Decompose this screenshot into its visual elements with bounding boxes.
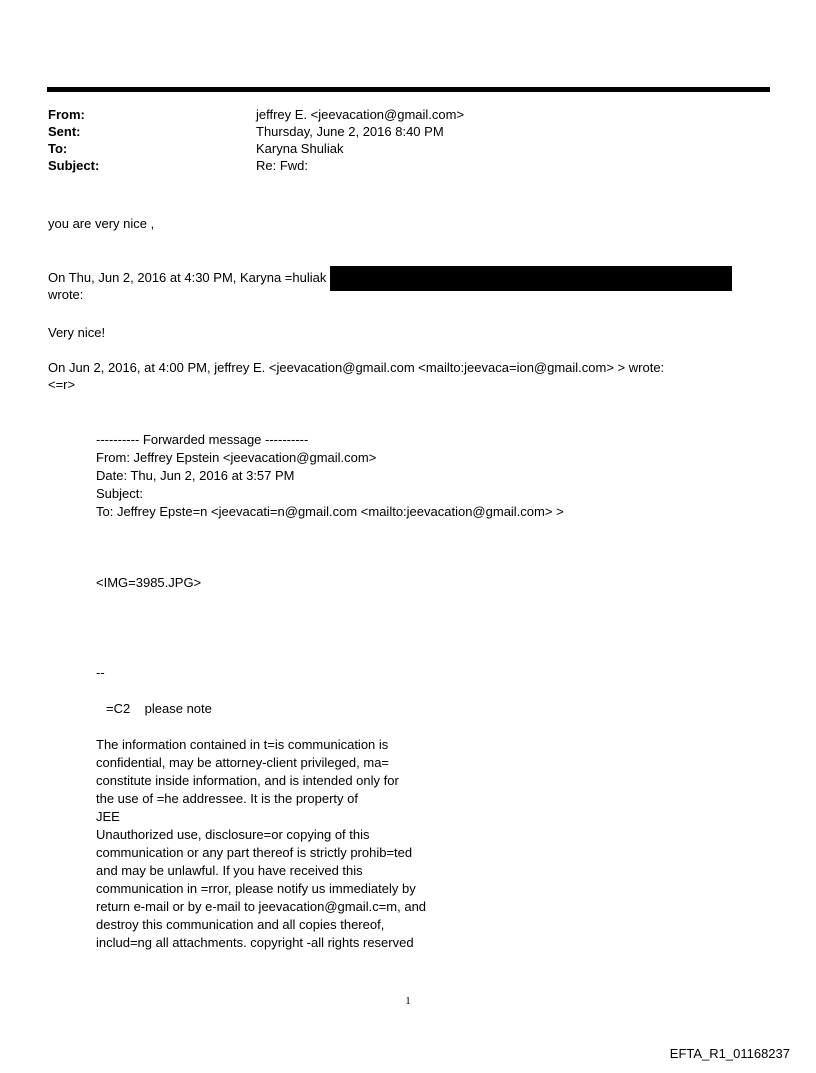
from-value: jeffrey E. <jeevacation@gmail.com> <box>256 107 465 122</box>
to-value: Karyna Shuliak <box>256 141 344 156</box>
subject-value: Re: Fwd: <box>256 158 309 173</box>
disclaimer-line: communication or any part thereof is strictly prohib=ted <box>96 845 413 860</box>
forwarded-subject: Subject: <box>96 486 143 501</box>
quote1-line1: On Thu, Jun 2, 2016 at 4:30 PM, Karyna =huliak <box>48 270 327 285</box>
please-note: =C2 please note <box>106 701 212 716</box>
reply-text: you are very nice , <box>48 216 155 231</box>
forwarded-separator: ---------- Forwarded message ---------- <box>96 432 309 447</box>
disclaimer-line: includ=ng all attachments. copyright -all rights reserved <box>96 935 414 950</box>
redaction-block <box>330 266 732 291</box>
disclaimer-line: JEE <box>96 809 120 824</box>
disclaimer <box>96 736 426 952</box>
from-label: From: <box>48 107 85 122</box>
quote2-line2: <=r> <box>48 377 76 392</box>
to-label: To: <box>48 141 68 156</box>
forwarded-date: Date: Thu, Jun 2, 2016 at 3:57 PM <box>96 468 295 483</box>
disclaimer-line: return e-mail or by e-mail to jeevacation@gmail.c=m, and <box>96 899 427 914</box>
disclaimer-line: constitute inside information, and is intended only for <box>96 773 399 788</box>
disclaimer-line: the use of =he addressee. It is the property of <box>96 791 358 806</box>
sent-label: Sent: <box>48 124 81 139</box>
disclaimer-line: communication in =rror, please notify us immediately by <box>96 881 416 896</box>
signature-dash: -- <box>96 665 105 680</box>
subject-label: Subject: <box>48 158 100 173</box>
disclaimer-line: confidential, may be attorney-client privileged, ma= <box>96 755 390 770</box>
disclaimer-line: The information contained in t=is communication is <box>96 737 389 752</box>
page-number: 1 <box>405 995 411 1007</box>
disclaimer-line: and may be unlawful. If you have received this <box>96 863 363 878</box>
forwarded-from: From: Jeffrey Epstein <jeevacation@gmail.com> <box>96 450 377 465</box>
forwarded-message <box>96 431 564 521</box>
image-placeholder: <IMG=3985.JPG> <box>96 575 202 590</box>
disclaimer-line: Unauthorized use, disclosure=or copying of this <box>96 827 370 842</box>
disclaimer-line: destroy this communication and all copies thereof, <box>96 917 385 932</box>
header-rule <box>47 87 770 92</box>
forwarded-to: To: Jeffrey Epste=n <jeevacati=n@gmail.com <mailto:jeevacation@gmail.com> > <box>96 504 564 519</box>
document-id: EFTA_R1_01168237 <box>669 1046 790 1061</box>
quote2-line1: On Jun 2, 2016, at 4:00 PM, jeffrey E. <jeevacation@gmail.com <mailto:jeevaca=ion@gmail.com> > wrote: <box>48 360 665 375</box>
very-nice-text: Very nice! <box>48 325 106 340</box>
quote1-line2: wrote: <box>48 287 84 302</box>
sent-value: Thursday, June 2, 2016 8:40 PM <box>256 124 444 139</box>
